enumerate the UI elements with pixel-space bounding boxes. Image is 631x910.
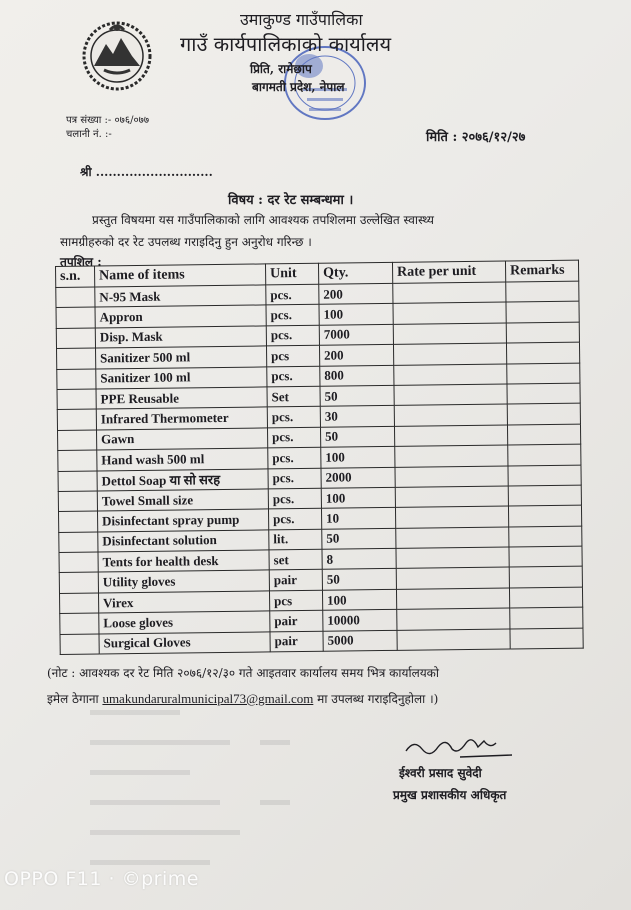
office-name: गाउँ कार्यपालिकाको कार्यालय — [180, 32, 392, 56]
cell-name: Utility gloves — [98, 570, 269, 592]
cell-qty: 50 — [322, 569, 396, 590]
cell-sn — [56, 287, 95, 308]
cell-sn — [56, 328, 95, 349]
cell-unit: pcs. — [267, 366, 320, 387]
details-label: तपशिल : — [60, 255, 102, 269]
cell-name: Towel Small size — [97, 489, 268, 511]
cell-sn — [59, 572, 98, 593]
cell-name: Loose gloves — [99, 611, 270, 633]
recipient-line: श्री ............................ — [80, 165, 213, 179]
cell-sn — [57, 389, 96, 410]
cell-sn — [57, 348, 96, 369]
cell-remarks — [507, 424, 580, 445]
cell-sn — [56, 307, 95, 328]
cell-qty: 30 — [320, 406, 394, 427]
cell-rate — [395, 465, 508, 487]
cell-name: Appron — [95, 305, 266, 327]
cell-qty: 2000 — [321, 467, 395, 488]
cell-remarks — [509, 567, 582, 588]
cell-name: Sanitizer 100 ml — [96, 366, 267, 388]
cell-name: Surgical Gloves — [99, 632, 270, 654]
cell-remarks — [507, 383, 580, 404]
cell-remarks — [509, 546, 582, 567]
cell-unit: pcs. — [268, 468, 321, 489]
cell-unit: pcs. — [267, 427, 320, 448]
cell-unit: Set — [267, 386, 320, 407]
cell-unit: pair — [269, 570, 322, 591]
cell-unit: lit. — [269, 529, 322, 550]
cell-name: Disinfectant solution — [98, 530, 269, 552]
cell-name: N-95 Mask — [95, 285, 266, 307]
cell-rate — [394, 425, 507, 447]
cell-rate — [397, 608, 510, 630]
cell-rate — [394, 364, 507, 386]
cell-unit: pcs. — [268, 509, 321, 530]
bleed-through-shadow — [90, 700, 390, 890]
cell-name: PPE Reusable — [96, 387, 267, 409]
cell-name: Virex — [98, 591, 269, 613]
note-line-1: (नोट : आवश्यक दर रेट मिति २०७६/१२/३० गते आइतवार कार्यालय समय भित्र कार्यालयको — [47, 666, 439, 680]
cell-unit: pcs — [269, 590, 322, 611]
letter-number: पत्र संख्या :- ०७६/०७७ — [66, 115, 150, 126]
cell-remarks — [506, 342, 579, 363]
cell-rate — [393, 282, 506, 304]
cell-sn — [58, 430, 97, 451]
municipality-name: उमाकुण्ड गाउँपालिका — [240, 10, 363, 29]
cell-remarks — [508, 505, 581, 526]
cell-unit: pair — [270, 631, 323, 652]
cell-name: Gawn — [97, 428, 268, 450]
cell-unit: pcs. — [266, 325, 319, 346]
office-province: बागमती प्रदेश, नेपाल — [252, 80, 345, 94]
cell-qty: 200 — [319, 283, 393, 304]
items-table-body — [56, 281, 583, 654]
cell-name: Disinfectant spray pump — [97, 509, 268, 531]
cell-rate — [394, 404, 507, 426]
cell-sn — [59, 593, 98, 614]
cell-remarks — [508, 444, 581, 465]
cell-qty: 800 — [320, 365, 394, 386]
cell-qty: 5000 — [323, 630, 397, 651]
cell-sn — [57, 409, 96, 430]
cell-rate — [393, 302, 506, 324]
header-unit: Unit — [265, 263, 318, 285]
cell-remarks — [510, 628, 583, 649]
cell-unit: pcs — [266, 345, 319, 366]
cell-qty: 50 — [320, 385, 394, 406]
cell-sn — [59, 552, 98, 573]
cell-remarks — [507, 363, 580, 384]
cell-rate — [396, 567, 509, 589]
cell-sn — [58, 491, 97, 512]
cell-name: Disp. Mask — [95, 326, 266, 348]
cell-unit: pair — [270, 611, 323, 632]
cell-qty: 200 — [319, 345, 393, 366]
cell-remarks — [510, 607, 583, 628]
cell-sn — [60, 634, 99, 655]
cell-rate — [395, 506, 508, 528]
cell-qty: 10 — [321, 508, 395, 529]
cell-rate — [394, 384, 507, 406]
letter-date: मिति : २०७६/१२/२७ — [426, 130, 526, 145]
cell-rate — [397, 629, 510, 651]
cell-unit: pcs. — [266, 305, 319, 326]
office-location: प्रिति, रामेछाप — [250, 62, 312, 76]
cell-sn — [59, 511, 98, 532]
cell-remarks — [506, 281, 579, 302]
note-prefix: इमेल ठेगाना — [47, 692, 103, 706]
cell-qty: 50 — [320, 426, 394, 447]
cell-unit: pcs. — [268, 488, 321, 509]
cell-qty: 7000 — [319, 324, 393, 345]
header-name: Name of items — [95, 264, 266, 287]
cell-qty: 50 — [322, 528, 396, 549]
cell-qty: 100 — [321, 446, 395, 467]
cell-remarks — [508, 485, 581, 506]
cell-sn — [59, 532, 98, 553]
cell-remarks — [506, 301, 579, 322]
cell-unit: pcs. — [267, 407, 320, 428]
cell-sn — [60, 613, 99, 634]
cell-name: Hand wash 500 ml — [97, 448, 268, 470]
header-sn: s.n. — [56, 266, 95, 287]
header-remarks: Remarks — [505, 260, 578, 282]
camera-watermark: OPPO F11 · ©prime — [4, 868, 199, 890]
items-table — [55, 260, 584, 655]
cell-remarks — [506, 322, 579, 343]
note-line-2 — [47, 690, 438, 707]
email-link[interactable]: umakundaruralmunicipal73@gmail.com — [102, 691, 314, 706]
dispatch-number: चलानी नं. :- — [66, 129, 112, 140]
cell-name: Dettol Soap या सो सरह — [97, 468, 268, 490]
cell-remarks — [509, 526, 582, 547]
cell-qty: 100 — [322, 589, 396, 610]
cell-unit: set — [269, 549, 322, 570]
letter-subject: विषय : दर रेट सम्बन्धमा । — [228, 193, 354, 208]
cell-unit: pcs. — [266, 284, 319, 305]
cell-qty: 8 — [322, 548, 396, 569]
cell-unit: pcs. — [268, 447, 321, 468]
cell-sn — [58, 471, 97, 492]
cell-rate — [396, 527, 509, 549]
cell-remarks — [508, 465, 581, 486]
letter-body-line-2: सामग्रीहरुको दर रेट उपलब्ध गराइदिनु हुन अनुरोध गरिन्छ । — [60, 235, 312, 249]
cell-name: Infrared Thermometer — [96, 407, 267, 429]
header-qty: Qty. — [318, 262, 392, 284]
cell-sn — [57, 369, 96, 390]
cell-rate — [393, 343, 506, 365]
cell-rate — [396, 588, 509, 610]
header-rate: Rate per unit — [392, 261, 505, 283]
cell-name: Tents for health desk — [98, 550, 269, 572]
cell-sn — [58, 450, 97, 471]
cell-remarks — [509, 587, 582, 608]
cell-name: Sanitizer 500 ml — [96, 346, 267, 368]
nepal-emblem-icon — [80, 18, 154, 92]
signatory-name: ईश्वरी प्रसाद सुवेदी — [399, 766, 482, 780]
cell-remarks — [507, 403, 580, 424]
cell-rate — [395, 445, 508, 467]
cell-rate — [395, 486, 508, 508]
cell-qty: 100 — [321, 487, 395, 508]
handwritten-signature — [400, 733, 520, 761]
cell-rate — [393, 323, 506, 345]
letter-body-line-1: प्रस्तुत विषयमा यस गाउँपालिकाको लागि आवश्यक तपशिलमा उल्लेखित स्वास्थ्य — [92, 213, 435, 227]
cell-rate — [396, 547, 509, 569]
cell-qty: 100 — [319, 304, 393, 325]
note-suffix: मा उपलब्ध गराइदिनुहोला ।) — [313, 692, 439, 706]
signatory-designation: प्रमुख प्रशासकीय अधिकृत — [393, 788, 507, 802]
cell-qty: 10000 — [323, 610, 397, 631]
